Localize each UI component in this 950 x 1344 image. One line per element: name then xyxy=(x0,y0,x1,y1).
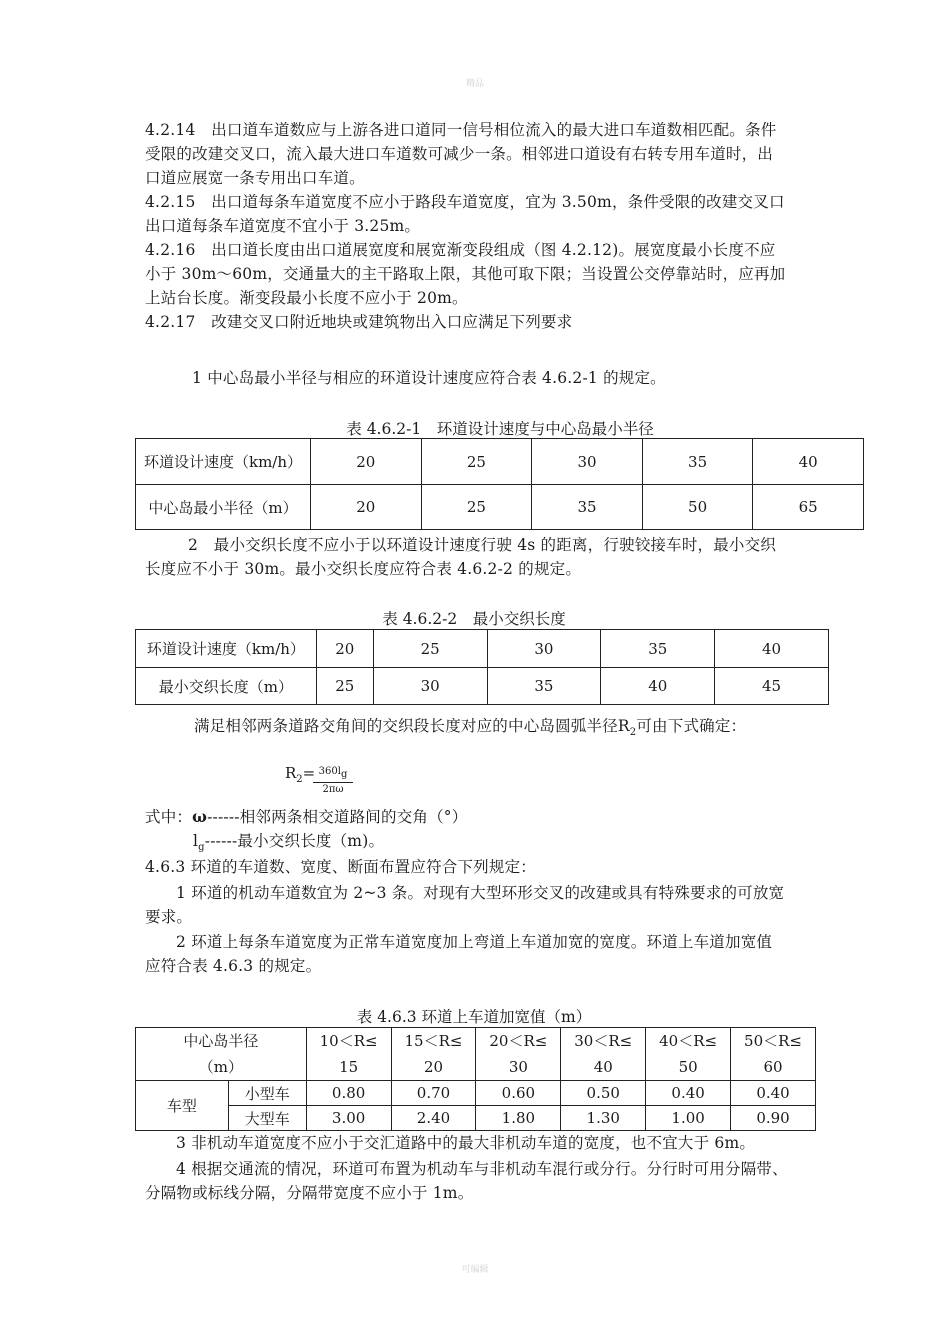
table-cell: 3.00 xyxy=(306,1106,391,1131)
paragraph-line: 上站台长度。渐变段最小长度不应小于 20m。 xyxy=(145,289,468,307)
bottom-line: 3 非机动车道宽度不应小于交汇道路中的最大非机动车道的宽度，也不宜大于 6m。 xyxy=(176,1134,756,1152)
paragraph-line: 4.2.17 改建交叉口附近地块或建筑物出入口应满足下列要求 xyxy=(145,313,573,331)
table-cell: 25 xyxy=(316,668,373,705)
table-cell: 0.80 xyxy=(306,1081,391,1106)
item-1: 1 中心岛最小半径与相应的环道设计速度应符合表 4.6.2-1 的规定。 xyxy=(192,369,666,387)
header-watermark: 精品 xyxy=(465,79,484,89)
row-label: 最小交织长度（m） xyxy=(136,668,317,705)
table-cell: 35 xyxy=(487,668,601,705)
footer-watermark: 可编辑 xyxy=(461,1265,489,1275)
table-cell: 30 xyxy=(532,439,643,485)
row-label: 环道设计速度（km/h） xyxy=(136,439,311,485)
row-label: 大型车 xyxy=(228,1106,306,1131)
formula-fraction xyxy=(313,766,353,797)
table-speed-radius xyxy=(135,438,864,530)
table-cell: 35 xyxy=(532,485,643,530)
table-cell: 40 xyxy=(601,668,715,705)
row-label: 中心岛最小半径（m） xyxy=(136,485,311,530)
where-line-omega: 式中：ω------相邻两条相交道路间的交角（°） xyxy=(145,807,468,826)
table-cell: 45 xyxy=(715,668,829,705)
paragraph-line: 口道应展宽一条专用出口车道。 xyxy=(145,169,365,187)
paragraph-line: 出口道每条车道宽度不宜小于 3.25m。 xyxy=(145,217,421,235)
formula-intro: 满足相邻两条道路交角间的交织段长度对应的中心岛圆弧半径$R_2$可由下式确定： xyxy=(194,717,747,739)
table-cell: 50 xyxy=(642,485,753,530)
table-cell: 25 xyxy=(373,630,487,668)
table-cell: 20 xyxy=(311,439,422,485)
table-cell: 0.60 xyxy=(476,1081,561,1106)
table-cell: 30 xyxy=(373,668,487,705)
table-cell: 40 xyxy=(715,630,829,668)
formula-r2: $R_2=$ $\frac{360l_g}{2\pi\omega}$ xyxy=(285,764,315,785)
table-cell: 40 xyxy=(753,439,864,485)
paragraph-line: 小于 30m～60m，交通量大的主干路取上限，其他可取下限；当设置公交停靠站时，应再加 xyxy=(145,265,786,283)
section-463-line: 2 环道上每条车道宽度为正常车道宽度加上弯道上车道加宽的宽度。环道上车道加宽值 xyxy=(176,933,773,951)
table-row xyxy=(136,630,829,668)
section-463-line: 应符合表 4.6.3 的规定。 xyxy=(145,957,322,975)
paragraph-line: 4.2.14 出口道车道数应与上游各进口道同一信号相位流入的最大进口车道数相匹配。条件 xyxy=(145,121,777,139)
table-row xyxy=(136,668,829,705)
table-cell: 0.40 xyxy=(646,1081,731,1106)
table-lane-widening xyxy=(135,1027,816,1131)
header-radius-label: 中心岛半径 （m） xyxy=(136,1028,307,1081)
group-label-vehicle-type: 车型 xyxy=(136,1081,229,1131)
item-2-line: 长度应不小于 30m。最小交织长度应符合表 4.6.2-2 的规定。 xyxy=(145,560,582,578)
formula-denominator: 2πω xyxy=(322,784,344,795)
table2-caption: 表 4.6.2-2 最小交织长度 xyxy=(382,610,566,628)
table-cell: 1.00 xyxy=(646,1106,731,1131)
formula-numerator: $360l_g$ xyxy=(313,766,353,783)
table-cell: 0.70 xyxy=(391,1081,476,1106)
section-463-line: 要求。 xyxy=(145,908,193,926)
table-header-row xyxy=(136,1028,816,1081)
range-header: 30＜R≤ 40 xyxy=(561,1028,646,1081)
table-row xyxy=(136,439,864,485)
paragraph-line: 受限的改建交叉口，流入最大进口车道数可减少一条。相邻进口道设有右转专用车道时，出 xyxy=(145,145,774,163)
row-label: 小型车 xyxy=(228,1081,306,1106)
range-header: 20＜R≤ 30 xyxy=(476,1028,561,1081)
table-cell: 2.40 xyxy=(391,1106,476,1131)
table-cell: 25 xyxy=(421,485,532,530)
range-header: 10＜R≤ 15 xyxy=(306,1028,391,1081)
table-cell: 35 xyxy=(601,630,715,668)
table-cell: 0.40 xyxy=(731,1081,816,1106)
item-2-line: 2 最小交织长度不应小于以环道设计速度行驶 4s 的距离，行驶铰接车时，最小交织 xyxy=(188,536,777,554)
section-463-line: 4.6.3 环道的车道数、宽度、断面布置应符合下列规定： xyxy=(145,858,536,876)
bottom-line: 分隔物或标线分隔，分隔带宽度不应小于 1m。 xyxy=(145,1184,474,1202)
table-weaving-length xyxy=(135,629,829,705)
range-header: 50＜R≤ 60 xyxy=(731,1028,816,1081)
table-cell: 20 xyxy=(311,485,422,530)
table-cell: 65 xyxy=(753,485,864,530)
bottom-line: 4 根据交通流的情况，环道可布置为机动车与非机动车混行或分行。分行时可用分隔带、 xyxy=(176,1160,788,1178)
section-463-line: 1 环道的机动车道数宜为 2~3 条。对现有大型环形交叉的改建或具有特殊要求的可放宽 xyxy=(176,884,785,902)
table-cell: 0.90 xyxy=(731,1106,816,1131)
table-cell: 30 xyxy=(487,630,601,668)
table-cell: 1.80 xyxy=(476,1106,561,1131)
table-row xyxy=(136,1106,816,1131)
range-header: 40＜R≤ 50 xyxy=(646,1028,731,1081)
table-row xyxy=(136,485,864,530)
table3-caption: 表 4.6.3 环道上车道加宽值（m） xyxy=(356,1008,592,1026)
table-cell: 0.50 xyxy=(561,1081,646,1106)
paragraph-line: 4.2.16 出口道长度由出口道展宽度和展宽渐变段组成（图 4.2.12)。展宽度最小长度不应 xyxy=(145,241,776,259)
table1-caption: 表 4.6.2-1 环道设计速度与中心岛最小半径 xyxy=(346,420,654,438)
table-cell: 1.30 xyxy=(561,1106,646,1131)
table-cell: 25 xyxy=(421,439,532,485)
paragraph-line: 4.2.15 出口道每条车道宽度不应小于路段车道宽度，宜为 3.50m，条件受限的改建交叉口 xyxy=(145,193,785,211)
table-cell: 20 xyxy=(316,630,373,668)
row-label: 环道设计速度（km/h） xyxy=(136,630,317,668)
table-cell: 35 xyxy=(642,439,753,485)
range-header: 15＜R≤ 20 xyxy=(391,1028,476,1081)
table-row xyxy=(136,1081,816,1106)
where-line-lg: $l_g------$最小交织长度（m)。 xyxy=(193,832,385,854)
